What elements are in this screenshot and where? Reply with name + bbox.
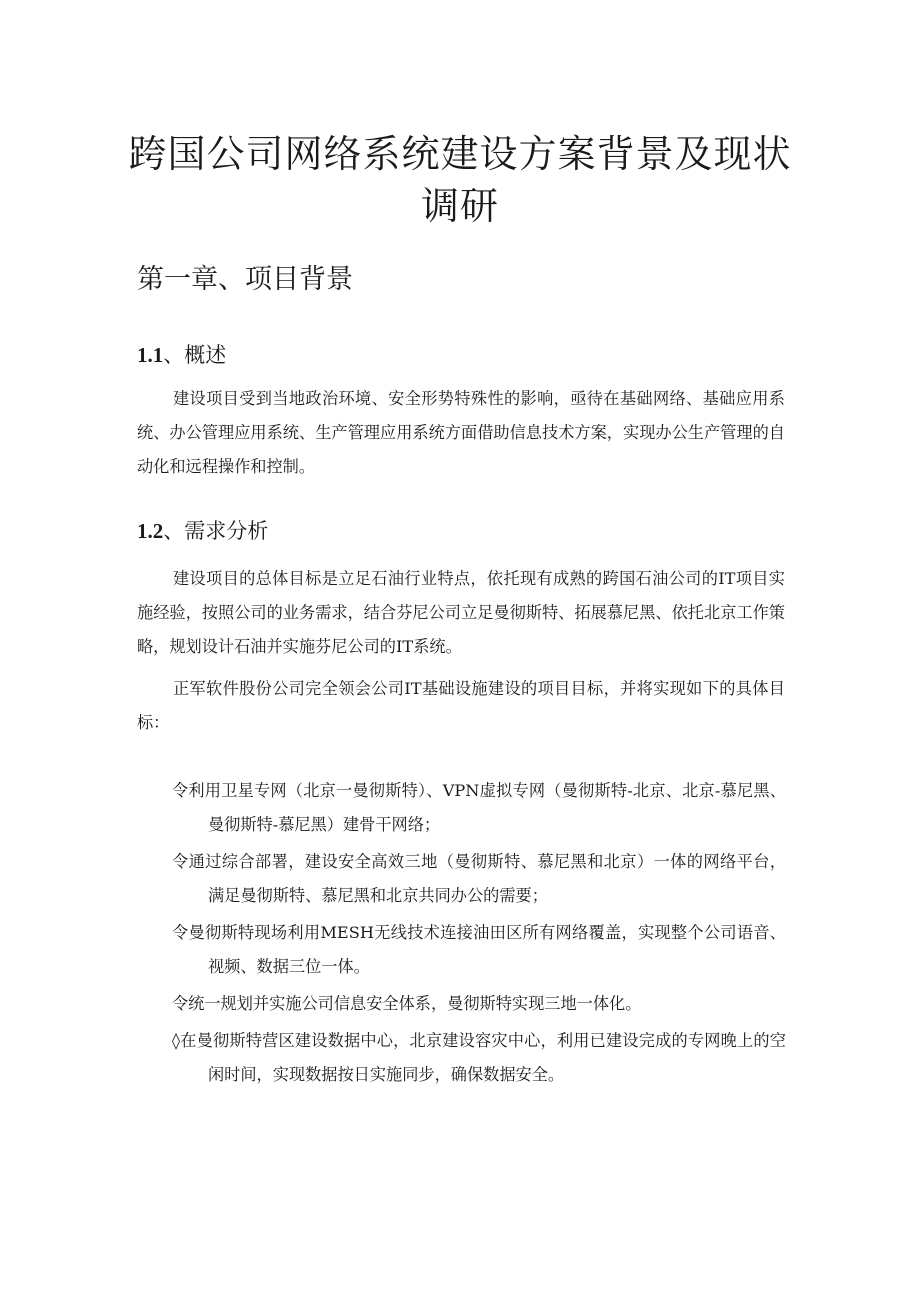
list-item: 令曼彻斯特现场利用MESH无线技术连接油田区所有网络覆盖，实现整个公司语音、视频、数据三位一体。	[172, 923, 786, 976]
section-number: 1.2	[137, 519, 164, 543]
list-item: 令利用卫星专网（北京一曼彻斯特）、VPN虚拟专网（曼彻斯特-北京、北京-慕尼黑、曼彻斯特-慕尼黑）建骨干网络；	[172, 781, 786, 834]
paragraph-objectives-intro: 正军软件股份公司完全领会公司IT基础设施建设的项目目标，并将实现如下的具体目标：	[137, 679, 785, 732]
section-heading-1-1	[137, 340, 226, 370]
document-title: 跨国公司网络系统建设方案背景及现状调研	[128, 132, 792, 228]
list-item: 令统一规划并实施公司信息安全体系，曼彻斯特实现三地一体化。	[172, 994, 642, 1013]
section-number: 1.1	[137, 343, 164, 367]
paragraph-overview: 建设项目受到当地政治环境、安全形势特殊性的影响，亟待在基础网络、基础应用系统、办公管理应用系统、生产管理应用系统方面借助信息技术方案，实现办公生产管理的自动化和远程操作和控制。	[137, 389, 785, 476]
paragraph-goal: 建设项目的总体目标是立足石油行业特点，依托现有成熟的跨国石油公司的IT项目实施经验，按照公司的业务需求，结合芬尼公司立足曼彻斯特、拓展慕尼黑、依托北京工作策略，规划设计石油并实施芬尼公司的IT系统。	[137, 569, 785, 656]
section-title: 、需求分析	[163, 519, 269, 543]
list-item: 令通过综合部署，建设安全高效三地（曼彻斯特、慕尼黑和北京）一体的网络平台，满足曼彻斯特、慕尼黑和北京共同办公的需要；	[172, 852, 786, 905]
objectives-list	[172, 774, 786, 1095]
section-heading-1-2	[137, 516, 268, 546]
list-item: ◊在曼彻斯特营区建设数据中心，北京建设容灾中心，利用已建设完成的专网晚上的空闲时间，实现数据按日实施同步，确保数据安全。	[172, 1031, 786, 1084]
section-title: 、概述	[163, 343, 227, 367]
chapter-heading: 第一章、项目背景	[137, 264, 353, 295]
